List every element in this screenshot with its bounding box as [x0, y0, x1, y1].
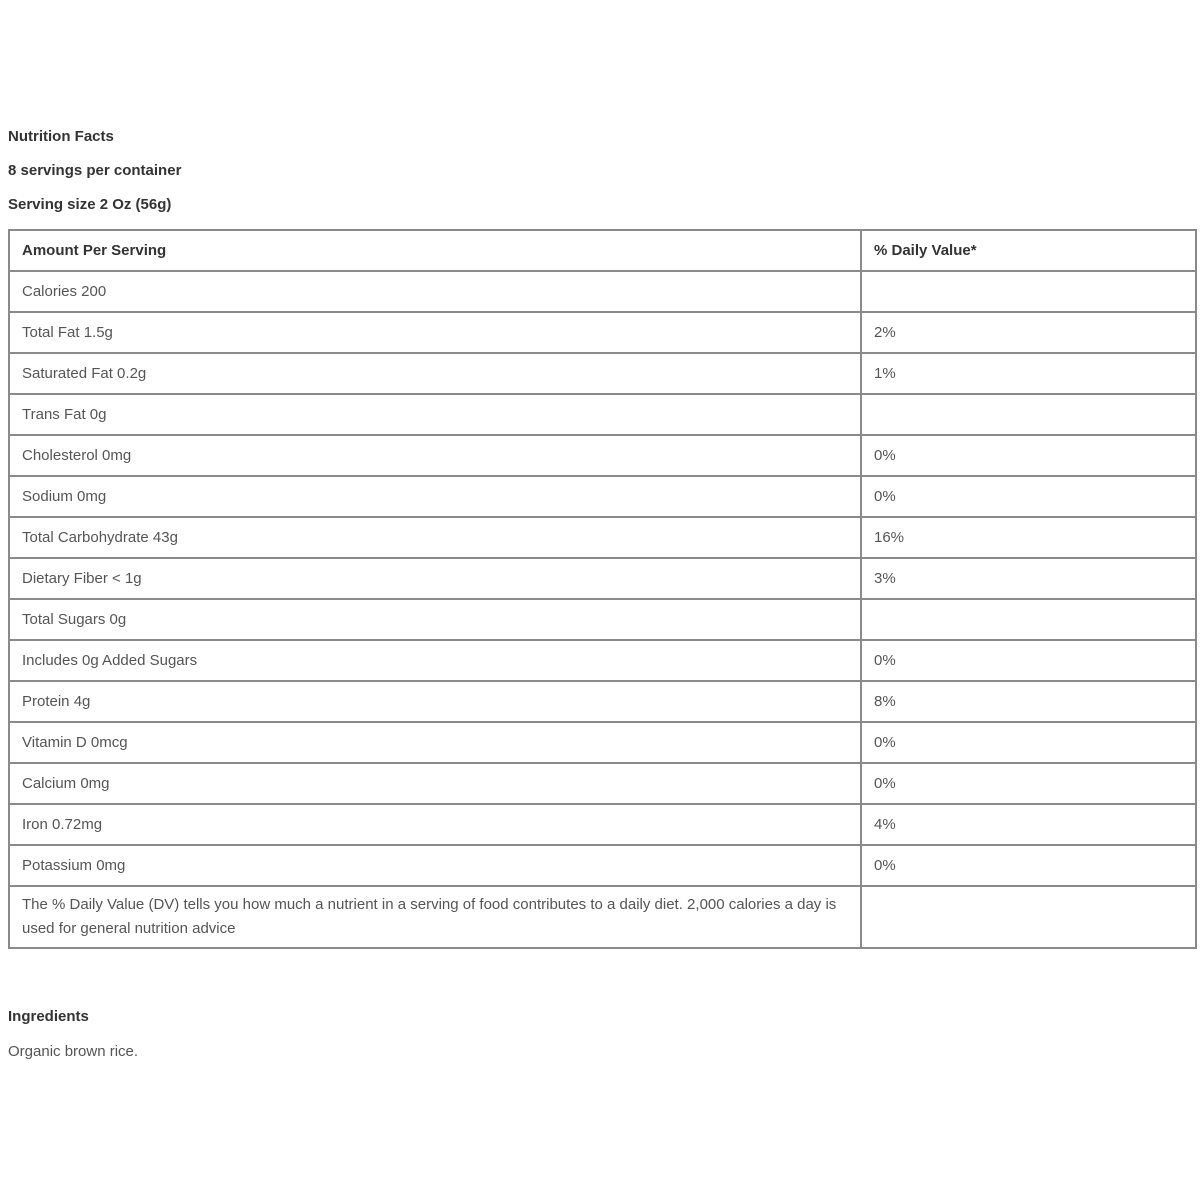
nutrient-cell: Potassium 0mg — [9, 845, 861, 886]
empty-cell — [861, 886, 1196, 948]
table-row — [9, 312, 1196, 353]
nutrient-cell: Iron 0.72mg — [9, 804, 861, 845]
daily-value-cell: 0% — [861, 435, 1196, 476]
daily-value-cell: 0% — [861, 845, 1196, 886]
table-row — [9, 271, 1196, 312]
nutrition-table — [8, 229, 1197, 949]
table-row — [9, 804, 1196, 845]
nutrient-cell: Total Carbohydrate 43g — [9, 517, 861, 558]
nutrient-cell: Cholesterol 0mg — [9, 435, 861, 476]
daily-value-cell: 0% — [861, 640, 1196, 681]
footnote-row — [9, 886, 1196, 948]
table-row — [9, 558, 1196, 599]
daily-value-cell: 3% — [861, 558, 1196, 599]
daily-value-footnote: The % Daily Value (DV) tells you how much a nutrient in a serving of food contributes to a daily diet. 2,000 calories a day is used for general nutrition advice — [9, 886, 861, 948]
nutrient-cell: Sodium 0mg — [9, 476, 861, 517]
table-row — [9, 476, 1196, 517]
table-row — [9, 763, 1196, 804]
nutrient-cell: Calcium 0mg — [9, 763, 861, 804]
table-row — [9, 681, 1196, 722]
table-row — [9, 599, 1196, 640]
servings-per-container: 8 servings per container — [8, 162, 182, 179]
serving-size: Serving size 2 Oz (56g) — [8, 196, 172, 213]
daily-value-cell: 16% — [861, 517, 1196, 558]
table-row — [9, 722, 1196, 763]
nutrient-cell: Total Fat 1.5g — [9, 312, 861, 353]
daily-value-cell — [861, 394, 1196, 435]
daily-value-cell — [861, 599, 1196, 640]
table-row — [9, 640, 1196, 681]
table-row — [9, 435, 1196, 476]
table-row — [9, 394, 1196, 435]
table-header-row — [9, 230, 1196, 271]
table-row — [9, 353, 1196, 394]
nutrient-cell: Saturated Fat 0.2g — [9, 353, 861, 394]
table-row — [9, 845, 1196, 886]
nutrient-cell: Protein 4g — [9, 681, 861, 722]
nutrition-facts-title: Nutrition Facts — [8, 128, 114, 145]
daily-value-cell: 1% — [861, 353, 1196, 394]
nutrient-cell: Trans Fat 0g — [9, 394, 861, 435]
daily-value-cell: 0% — [861, 476, 1196, 517]
nutrient-cell: Calories 200 — [9, 271, 861, 312]
daily-value-cell: 0% — [861, 763, 1196, 804]
nutrient-cell: Vitamin D 0mcg — [9, 722, 861, 763]
daily-value-cell: 4% — [861, 804, 1196, 845]
daily-value-cell — [861, 271, 1196, 312]
nutrient-cell: Includes 0g Added Sugars — [9, 640, 861, 681]
table-row — [9, 517, 1196, 558]
daily-value-cell: 8% — [861, 681, 1196, 722]
daily-value-header: % Daily Value* — [861, 230, 1196, 271]
nutrient-cell: Total Sugars 0g — [9, 599, 861, 640]
ingredients-title: Ingredients — [8, 1008, 89, 1025]
nutrient-cell: Dietary Fiber < 1g — [9, 558, 861, 599]
daily-value-cell: 0% — [861, 722, 1196, 763]
amount-per-serving-header: Amount Per Serving — [9, 230, 861, 271]
ingredients-text: Organic brown rice. — [8, 1043, 139, 1060]
daily-value-cell: 2% — [861, 312, 1196, 353]
